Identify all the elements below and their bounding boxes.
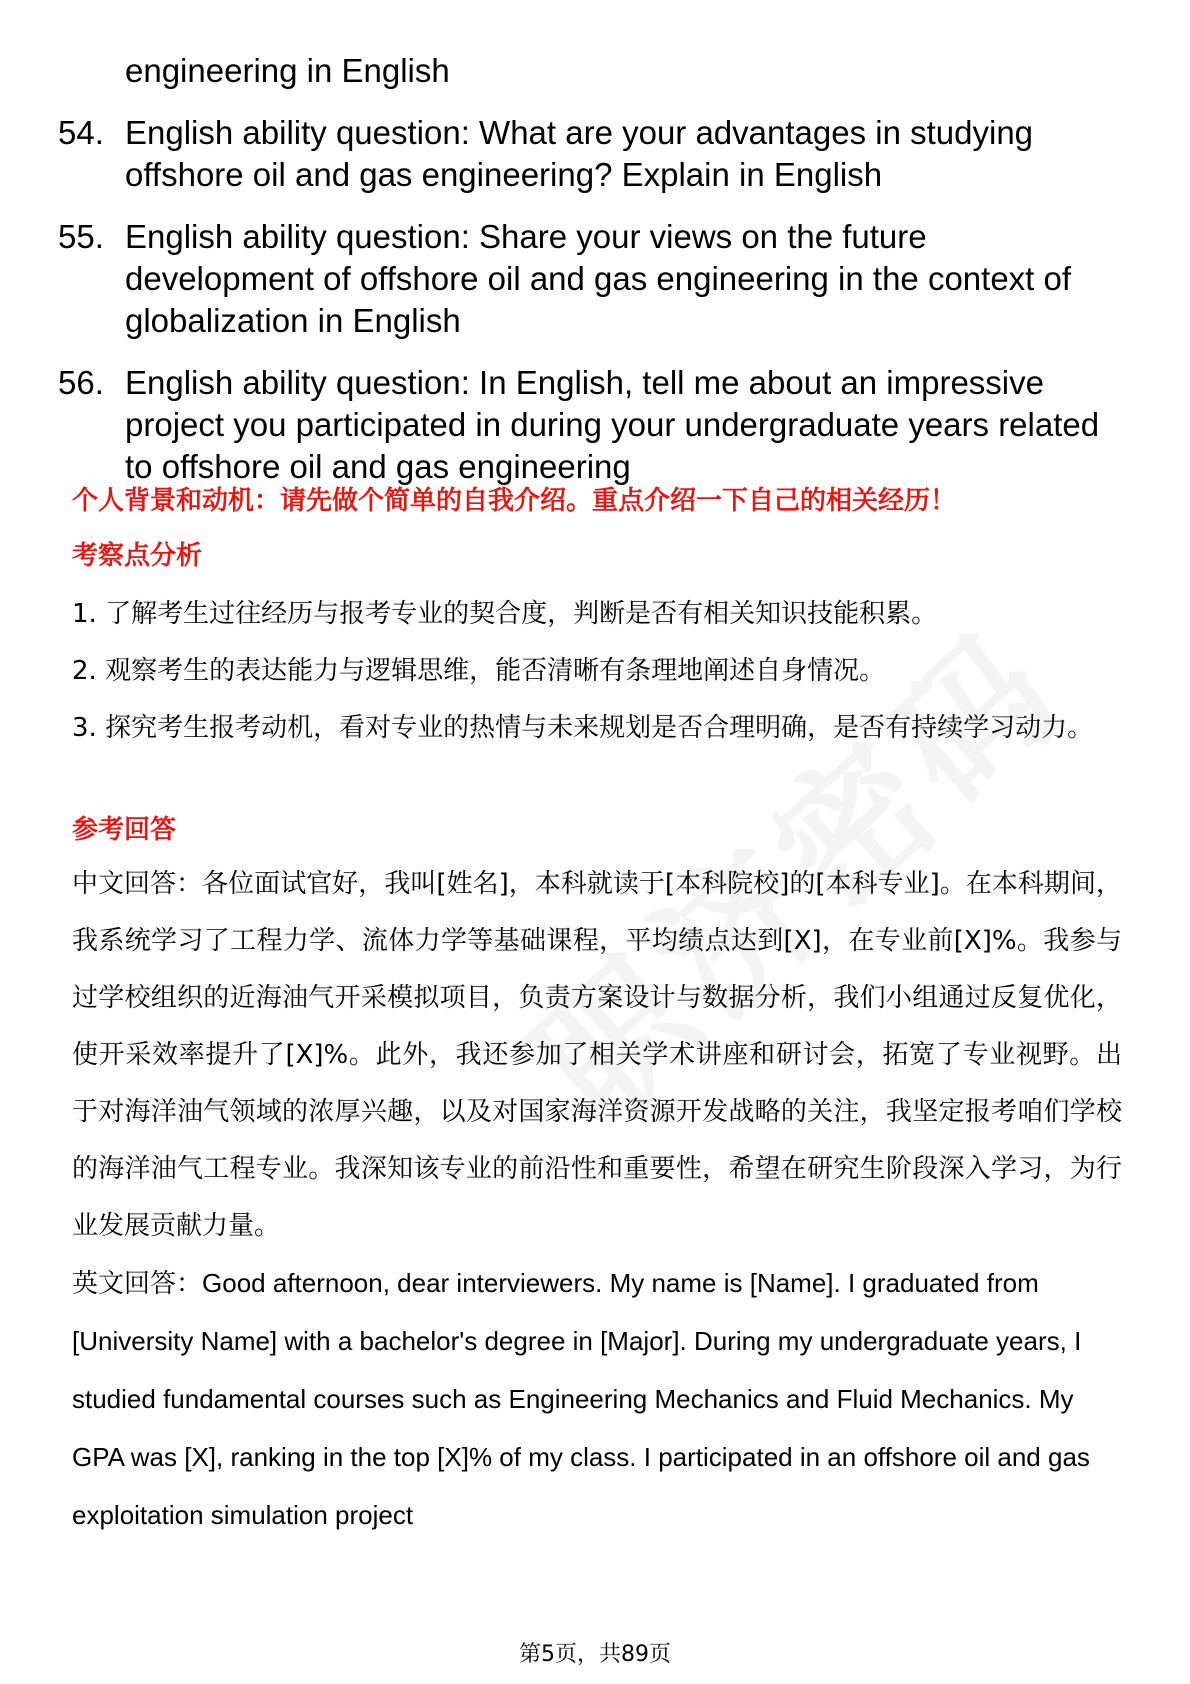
question-item <box>58 362 1108 488</box>
reference-section <box>72 812 1122 1545</box>
background-question: 个人背景和动机：请先做个简单的自我介绍。重点介绍一下自己的相关经历！ <box>72 486 957 516</box>
background-question-section <box>72 483 1122 519</box>
analysis-point: 2. 观察考生的表达能力与逻辑思维，能否清晰有条理地阐述自身情况。 <box>72 656 886 686</box>
question-item <box>58 112 1108 196</box>
english-answer <box>72 1255 1122 1545</box>
analysis-point: 3. 探究考生报考动机，看对专业的热情与未来规划是否合理明确，是否有持续学习动力。 <box>72 713 1094 743</box>
question-text: English ability question: Share your views on the future development of offshore oil and gas engineering in the context of globalization in English <box>125 218 1072 339</box>
question-text: English ability question: What are your advantages in studying offshore oil and gas engineering? Explain in English <box>125 114 1034 193</box>
analysis-heading: 考察点分析 <box>72 541 203 571</box>
question-number: 56. <box>58 364 104 401</box>
english-answer-text: Good afternoon, dear interviewers. My name is [Name]. I graduated from [University Name] with a bachelor's degree in [Major]. During my undergraduate years, I studied fundamental courses such as Engineering Mechanics and Fluid Mechanics. My GPA was [X], ranking in the top [X]% of my class. I participated in an offshore oil and gas exploitation simulation project <box>72 1268 1090 1530</box>
chinese-answer-text: 各位面试官好，我叫[姓名]，本科就读于[本科院校]的[本科专业]。在本科期间，我系统学习了工程力学、流体力学等基础课程，平均绩点达到[X]，在专业前[X]%。我参与过学校组织的近海油气开采模拟项目，负责方案设计与数据分析，我们小组通过反复优化，使开采效率提升了[X]%。此外，我还参加了相关学术讲座和研讨会，拓宽了专业视野。出于对海洋油气领域的浓厚兴趣，以及对国家海洋资源开发战略的关注，我坚定报考咱们学校的海洋油气工程专业。我深知该专业的前沿性和重要性，希望在研究生阶段深入学习，为行业发展贡献力量。 <box>72 869 1122 1241</box>
question-number: 55. <box>58 218 104 255</box>
chinese-answer <box>72 856 1122 1255</box>
question-list <box>58 112 1108 508</box>
analysis-section <box>72 538 1122 757</box>
question-number: 54. <box>58 114 104 151</box>
reference-heading: 参考回答 <box>72 815 177 845</box>
question-item <box>58 216 1108 342</box>
page-footer: 第5页，共89页 <box>519 1642 671 1667</box>
question-text: English ability question: In English, tell me about an impressive project you participated in during your undergraduate years related to offshore oil and gas engineering <box>125 364 1100 485</box>
chinese-answer-label: 中文回答： <box>72 869 203 899</box>
english-answer-label: 英文回答： <box>72 1269 203 1299</box>
question-continuation: engineering in English <box>125 52 450 89</box>
analysis-point: 1. 了解考生过往经历与报考专业的契合度，判断是否有相关知识技能积累。 <box>72 599 938 629</box>
